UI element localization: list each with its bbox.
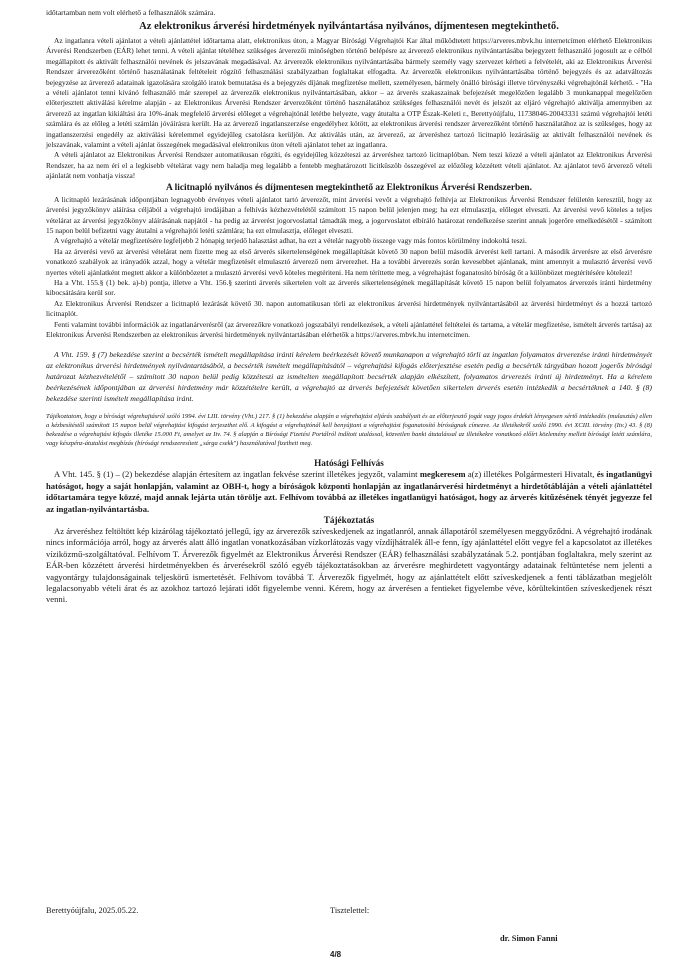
place-date: Berettyóújfalu, 2025.05.22. xyxy=(46,906,139,915)
felhivas-text-b: megkeresem xyxy=(419,469,466,480)
section-title-tajekoztatas: Tájékoztatás xyxy=(323,515,375,525)
paragraph-masodik-arveres: Ha az árverési vevő az árverési vételárat nem fizette meg az első árverés sikertelenségének megállapítását követő 30 napon belül második árverést kell tartani. A második árverésre az első árverésre vonatkozó szabályok az irányadók azzal, hogy a vételár megfizetését elmulasztó árverező nem árverezhet. Ha a további árverezés során kevesebbet ajánlanak, mint amennyit a mulasztó árverési vevő nyertes vételi ajánlatként megtett akkor a különbözetet a mulasztó árverési vevő köteles megtériteni. Ha nem téríttette meg, a végrehajtást foganatosító bíróság őt a különbözet megtérítésére kötelezi! xyxy=(46,246,652,277)
paragraph-tajekoztatas: Az árveréshez feltöltött kép kizárólag tájékoztató jellegű, így az árverezők szíveskedjenek az ingatlanról, annak állapotáról személyesen meggyőződni. A végrehajtó irodának nincs információja arról, hogy az árverés alatt álló ingatlan vonatkozásában vízkorlátozás vagy vízdíjhátralék áll-e fenn, így ajánlattétel előtt vegye fel a kapcsolatot az illetékes víziközmű-szolgáltatóval. Felhívom T. Árverezők figyelmét az Elektronikus Árverési Rendszer (EÁR) felhasználási szabályzatának 5.2. pontjában foglaltakra, mely szerint az EÁR-ben közzétett árverési hirdetményekben és árverésekről szóló egyéb tájékoztatásokban az árverésre meghirdetett vagyontárgy adatainak feltüntetése nem jelenti a vagyontárgy tulajdonságainak teljeskörű ismertetését. Felhívom továbbá T. Árverezők figyelmét, hogy az ajánlattételt előtt szíveskedjenek a fenti táblázatban megjelölt legalacsonyabb vételi árat és az azokhoz tartozó lejárati időt figyelembe venni. Kérem, hogy az árverésen a fentieket figyelembe véve, körültekintően szíveskedjenek részt venni. xyxy=(46,526,652,605)
document-page xyxy=(46,8,652,606)
intro-line: időtartamban nem volt elérhető a felhasználók számára. xyxy=(46,8,216,17)
paragraph-torles: Az Elektronikus Árverési Rendszer a licitnapló lezárását követő 30. napon automatikusan törli az elektronikus árverési hirdetmények nyilvántartásából az árverési hirdetményt és a hozzá tartozó licitnaplót. xyxy=(46,298,652,319)
paragraph-ajanlat-rogzitese: A vételi ajánlatot az Elektronikus Árverési Rendszer automatikusan rögzíti, és egyidejűleg közzéteszi az árveréshez tartozó licitnaplóban. Nem teszi közzé a vételi ajánlatot az Elektronikus Árverési Rendszer, ha az nem éri el a legkisebb vételárat vagy nem haladja meg legalább a fentebb meghatározott licitküszöb összegével az előzőleg közzétett vételi ajánlatot. Az ajánlatot tevő árverező vételi ajánlatát nem vonhatja vissza! xyxy=(46,150,652,181)
page-number: 4/8 xyxy=(330,950,342,959)
paragraph-ajanlattetel: Az ingatlanra vételi ajánlatot a vételi ajánlattétel időtartama alatt, elektronikus úton, a Magyar Bírósági Végrehajtói Kar által működtetett https://arveres.mbvk.hu internetcímen elérhető Elektronikus Árverési Rendszerben (EÁR) lehet tenni. A vételi ajánlat tételéhez szükséges árverezői minőségben történő belépésre az árverező elektronikus nyilvántartásába bejegyzett felhasználó jogosult az e célból megállapított és aktivált felhasználói nevének és jelszavának megadásával. Az árverezők elektronikus nyilvántartásába bármely személy vagy szervezet kérheti a felvételét, aki az Elektronikus Árverési Rendszer árverezőként történő használatának feltételeit rögzítő felhasználási szabályzatban foglaltakat elfogadta. Az árverezők elektronikus nyilvántartásába történő bejegyzés és az adatváltozás bejegyzése az árverező adatainak igazolására szolgáló iratok bemutatása és a bejegyzés díjának megfizetése mellett, személyesen, bármely önálló bírósági illetve törvényszéki végrehajtónál kérhető. - "Ha a vételi ajánlatot tenni kívánó felhasználó már szerepel az árverezők elektronikus nyilvántartásában, akkor – az árverés szakaszainak befejezését megelőzően legalább 3 munkanappal megelőzően előterjesztett aktiválási kérelme alapján - az Elektronikus Árverési Rendszer árverezőként történő használatához szükséges felhasználói nevét és jelszót az eljáró végrehajtó aktiválja amennyiben az árverező az ingatlan kikiáltási ára 10%-ának megfelelő árverési előleget a végrehajtónál letétbe helyezte, vagy átutalta a OTP Észak-Keleti r., Berettyóújfalu, 11738046-20043331 számú végrehajtói letéti számlára és az előleg a letéti számlán jóváírásra került. Ha az árverező ingatlanszerzése engedélyhez kötött, az elektronikus árverési rendszer árverezőként történő használatához az is szükséges, hogy az ingatlanszerzési engedély az aktiválási kérelemmel egyidejűleg csatolásra kerüljön. Az aktiválás után, az árverező, az árveréshez tartozó licitnapló lezárásáig az aktivált felhasználói nevének és jelszavának, valamint a vételi ajánlat összegének megadásával elektronikus úton vételi ajánlatot tehet az ingatlanra. xyxy=(46,36,652,150)
felhivas-text-c: a(z) illetékes Polgármesteri Hivatalt, xyxy=(465,469,597,480)
closing-text: Tisztelettel: xyxy=(330,906,370,915)
section-title-licitnaplo: A licitnapló nyilvános és díjmentesen megtekinthető az Elektronikus Árverési Rendszerben. xyxy=(166,182,532,193)
section-title-hatosagi-felhivas: Hatósági Felhívás xyxy=(314,458,384,469)
paragraph-arveresi-vevo: A licitnapló lezárásának időpontjában legnagyobb érvényes vételi ajánlatot tartó árverezőt, mint árverési vevőt a végrehajtó felhívja az Elektronikus Árverési Rendszer felületén keresztül, hogy az árverési jegyzőkönyv aláírása céljából a végrehajtó irodájában a felhívás kézhezvételétől számított 15 napon belül jelenjen meg; ha ezt elmulasztja, előleget elveszti. Az árverési vevő köteles a teljes vételárat az árverési jegyzőkönyv aláírásának napjától - ha pedig az árverést jogorvoslattal támadták meg, a jogorvoslatot elbíráló határozat rendelkezése szerint annak jogerőre emelkedésétől - számított 15 napon belül befizetni vagy átutalni a végrehajtói letéti számlára; ha ezt elmulasztja, előleget elveszti. xyxy=(46,194,652,235)
section-title-hirdetmenyek: Az elektronikus árverési hirdetmények nyilvántartása nyilvános, díjmentesen megtekinthető. xyxy=(139,21,559,32)
paragraph-becsertek: A Vht. 159. § (7) bekezdése szerint a becsérték ismételt megállapítása iránti kérelem beérkezését követő munkanapon a végrehajtó törli az ingatlan folyamatos árverezése iránti hirdetményét az elektronikus árverési hirdetmények nyilvántartásából, a becsérték ismételt megállapításától – végrehajtási kifogás előterjesztése esetén pedig a becsérték tárgyában hozott jogerős bírósági határozat kézhezvételétől – számított 30 napon belül pedig közzéteszi az ismételten megállapított becsérték alapján elkészített, folyamatos árverezés iránti új hirdetményt. Ha a kérelem beérkezésének időpontjában az árverési hirdetmény már közzétételre került, a végrehajtó az árverés befejezését követően sikertelen árverés esetén intézkedik a becsértéknek a 140. § (8) bekezdése szerinti ismételt megállapítása iránt. xyxy=(46,350,652,404)
signer-name: dr. Simon Fanni xyxy=(500,934,558,943)
felhivas-text-d: és ingatlanügyi hatóságot, hogy a saját honlapján, valamint az OBH-t, hogy a bíróságok központi honlapján az ingatlanárverési hirdetményt a hirdetőtábláján a vételi ajánlattétel időtartamára tegye közzé, majd annak lejárta után törölje azt. Felhívom továbbá az illetékes ingatlanügyi hatóságot, hogy az árverés kitűzésének tényét jegyezze fel az ingatlan-nyilvántartásba. xyxy=(46,469,653,514)
felhivas-text-a: A Vht. 145. § (1) – (2) bekezdése alapján értesítem az ingatlan fekvése szerint illetékes jegyzőt, valamint xyxy=(54,469,420,480)
paragraph-folyamatos-arverezes: Ha a Vht. 155.§ (1) bek. a)-b) pontja, illetve a Vht. 156.§ szerinti árverés sikertelen volt az árverés sikertelenségének megállapítását követő 15 napon belül folyamatos árverezés iránti hirdetmény kibocsátására kerül sor. xyxy=(46,277,652,298)
paragraph-tovabbi-informaciok: Fenti valamint további információk az ingatlanárverésről (az árverezőkre vonatkozó jogszabályi rendelkezések, a vételi ajánlattétel feltételei és tartama, a vételár megfizetése, ismételt árverés tartása) az Elektronikus Árverési Rendszerben az elektronikus árverési hirdetmények nyilvántartásában elérhetők a https://arveres.mbvk.hu internetcímen. xyxy=(46,319,652,339)
paragraph-kifogas-tajekoztatas: Tájékoztatom, hogy a bírósági végrehajtásról szóló 1994. évi LIII. törvény (Vht.) 217. § (1) bekezdése alapján a végrehajtási eljárás szabályait és az előterjesztő jogát vagy jogos érdekét lényegesen sértő intézkedés (mulasztás) ellen a kézbesítéstől számított 15 napon belül végrehajtási kifogást terjeszthet elő. A kifogást a végrehajtónál kell benyújtani a végrehajtást foganatosító bíróságnak címezve. Az illetékekről szóló 1990. évi XCIII. törvény (Itv.) 43. § (8) bekezdése a végrehajtási kifogás illetéke 15.000 Ft, amelyet az Itv. 74. § alapján a Bírósági Fizetési Portálról indított utalással, közvetlen banki átutalással az illetékekre vonatkozó előírt közlemény mellett bírósági letéti számlára, vagy készpénz-átutalási megbízás (bírósági rendszeresített „sárga csekk") használatával fizetheti meg. xyxy=(46,413,652,448)
paragraph-halasztas: A végrehajtó a vételár megfizetésére legfeljebb 2 hónapig terjedő halasztást adhat, ha ezt a vételár nagyobb összege vagy más fontos körülmény indokoltá teszi. xyxy=(54,236,527,246)
paragraph-hatosagi-felhivas xyxy=(46,469,652,515)
